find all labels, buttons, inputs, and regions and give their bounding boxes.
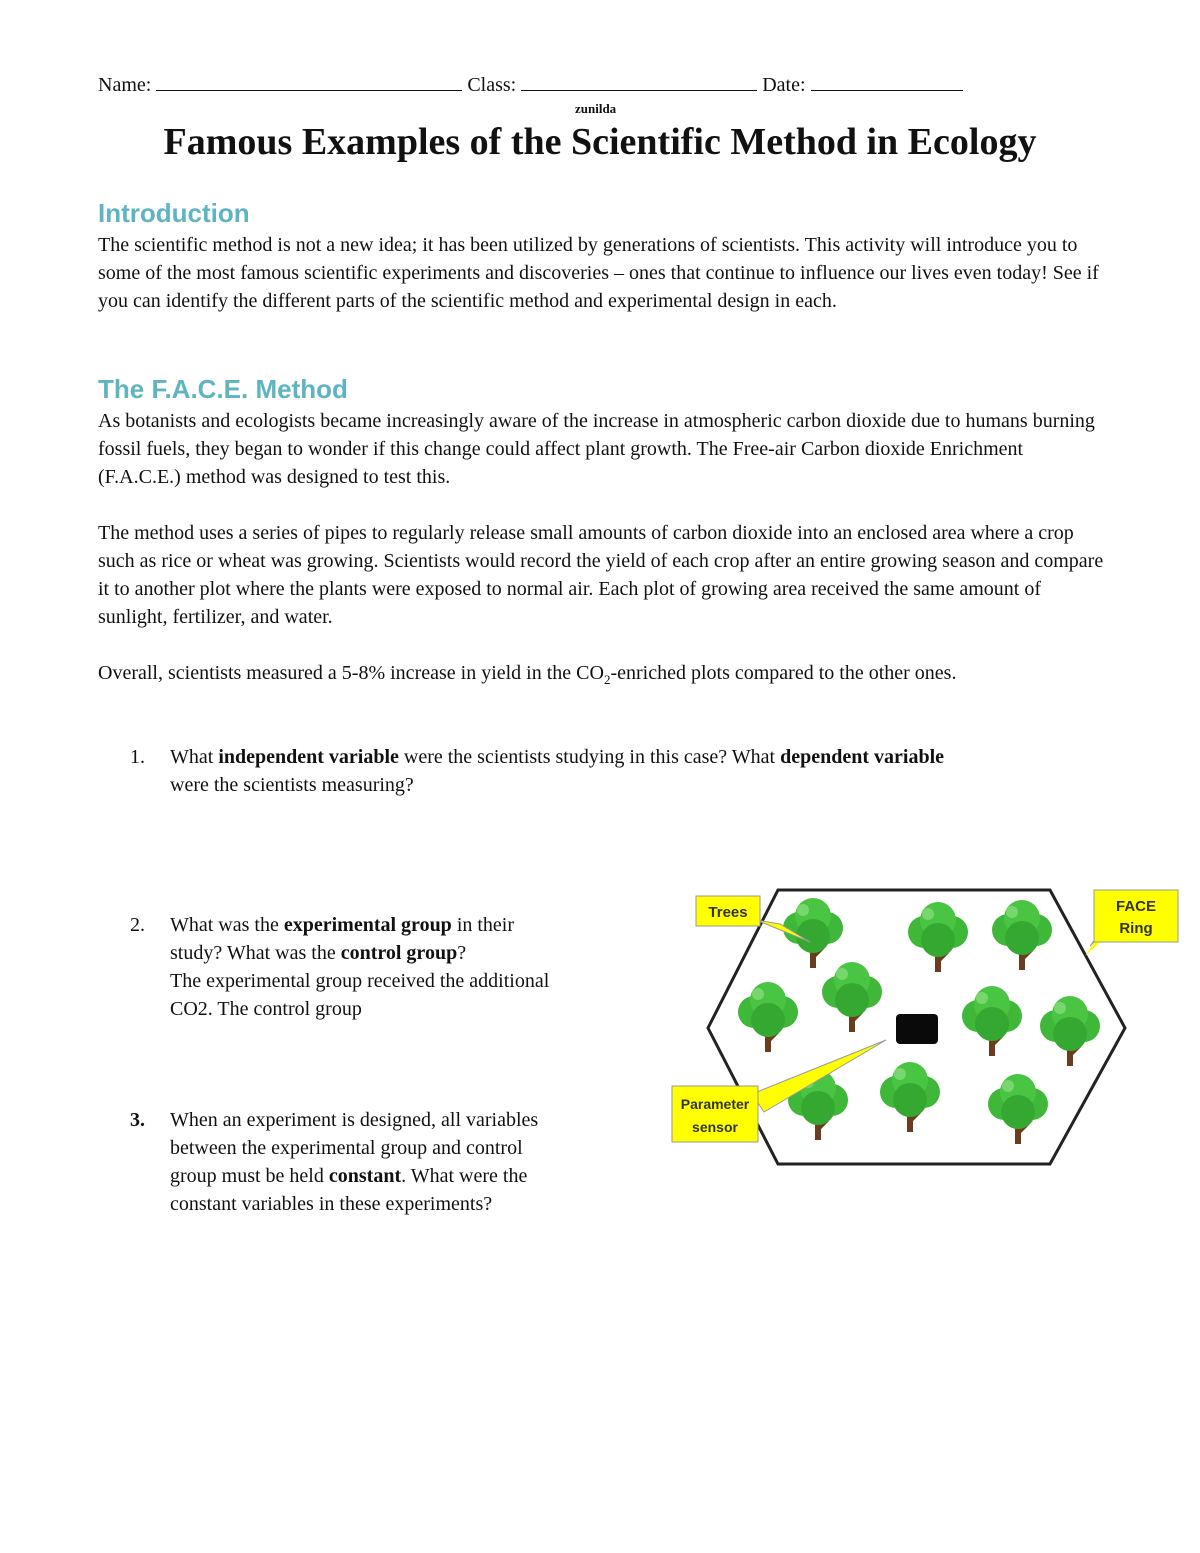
parameter-sensor-box xyxy=(896,1014,938,1044)
q1-independent-variable: independent variable xyxy=(218,746,399,768)
question-1-number: 1. xyxy=(130,746,145,768)
q3-line-3a: group must be held xyxy=(170,1165,329,1187)
sensor-label-line-1: Parameter xyxy=(680,1096,750,1112)
q2-control-group: control group xyxy=(340,942,458,964)
q1-text-c: were the scientists measuring? xyxy=(170,774,414,796)
face-p3-before: Overall, scientists measured a 5-8% increase in yield in the CO xyxy=(98,662,604,684)
q1-text-a: What xyxy=(170,746,219,768)
name-field[interactable] xyxy=(156,72,462,91)
sensor-label-line-2: sensor xyxy=(692,1119,738,1135)
trees-label: Trees xyxy=(708,904,748,921)
q3-line-3c: . What were the xyxy=(401,1165,528,1187)
q2-experimental-group: experimental group xyxy=(283,914,452,936)
q3-line-2: between the experimental group and control xyxy=(170,1137,523,1159)
face-paragraph-2: The method uses a series of pipes to regularly release small amounts of carbon dioxide into an enclosed area where a crop such as rice or wheat was growing. Scientists would record the yield of each crop after an entire growing season and compare it to another plot where the plants were exposed to normal air. Each plot of growing area received the same amount of sunlight, fertilizer, and water. xyxy=(98,522,1104,628)
class-label: Class: xyxy=(467,74,517,96)
face-ring-diagram xyxy=(660,880,1200,1180)
q2-text-d: ? xyxy=(457,942,467,964)
q3-line-1: When an experiment is designed, all variables xyxy=(170,1109,539,1131)
face-method-heading: The F.A.C.E. Method xyxy=(98,374,348,404)
q1-text-b: were the scientists studying in this case? What xyxy=(398,746,781,768)
q3-constant: constant xyxy=(328,1165,402,1187)
face-p3-after: -enriched plots compared to the other ones. xyxy=(610,662,957,684)
handwritten-class-entry: zunilda xyxy=(575,101,617,116)
question-2-number: 2. xyxy=(130,914,145,936)
face-paragraph-1: As botanists and ecologists became increasingly aware of the increase in atmospheric carbon dioxide due to humans burning fossil fuels, they began to wonder if this change could affect plant growth. The Free-air Carbon dioxide Enrichment (F.A.C.E.) method was designed to test this. xyxy=(98,410,1095,488)
name-label: Name: xyxy=(98,74,152,96)
face-label-line-1: FACE xyxy=(1115,898,1157,915)
class-field[interactable] xyxy=(521,72,757,91)
q2-text-a: What was the xyxy=(170,914,284,936)
date-field[interactable] xyxy=(811,72,963,91)
face-paragraph-3 xyxy=(98,659,1108,694)
page-title: Famous Examples of the Scientific Method in Ecology xyxy=(163,121,1037,163)
introduction-text: The scientific method is not a new idea; it has been utilized by generations of scientists. This activity will introduce you to some of the most famous scientific experiments and discoveries – ones that continue to influence our lives even today! See if you can identify the different parts of the scientific method and experimental design in each. xyxy=(98,234,1099,312)
q3-line-4: constant variables in these experiments? xyxy=(170,1193,493,1215)
introduction-heading: Introduction xyxy=(98,198,250,228)
face-label-line-2: Ring xyxy=(1119,920,1153,937)
student-info-line xyxy=(98,72,963,97)
q1-dependent-variable: dependent variable xyxy=(780,746,945,768)
q2-answer-line-1[interactable]: The experimental group received the additional xyxy=(170,970,550,992)
co2-subscript: 2 xyxy=(603,672,611,687)
q2-text-b: in their xyxy=(451,914,515,936)
question-3-number: 3. xyxy=(130,1109,145,1131)
date-label: Date: xyxy=(762,74,806,96)
q2-text-c: study? What was the xyxy=(170,942,341,964)
q2-answer-line-2[interactable]: CO2. The control group xyxy=(170,998,362,1020)
